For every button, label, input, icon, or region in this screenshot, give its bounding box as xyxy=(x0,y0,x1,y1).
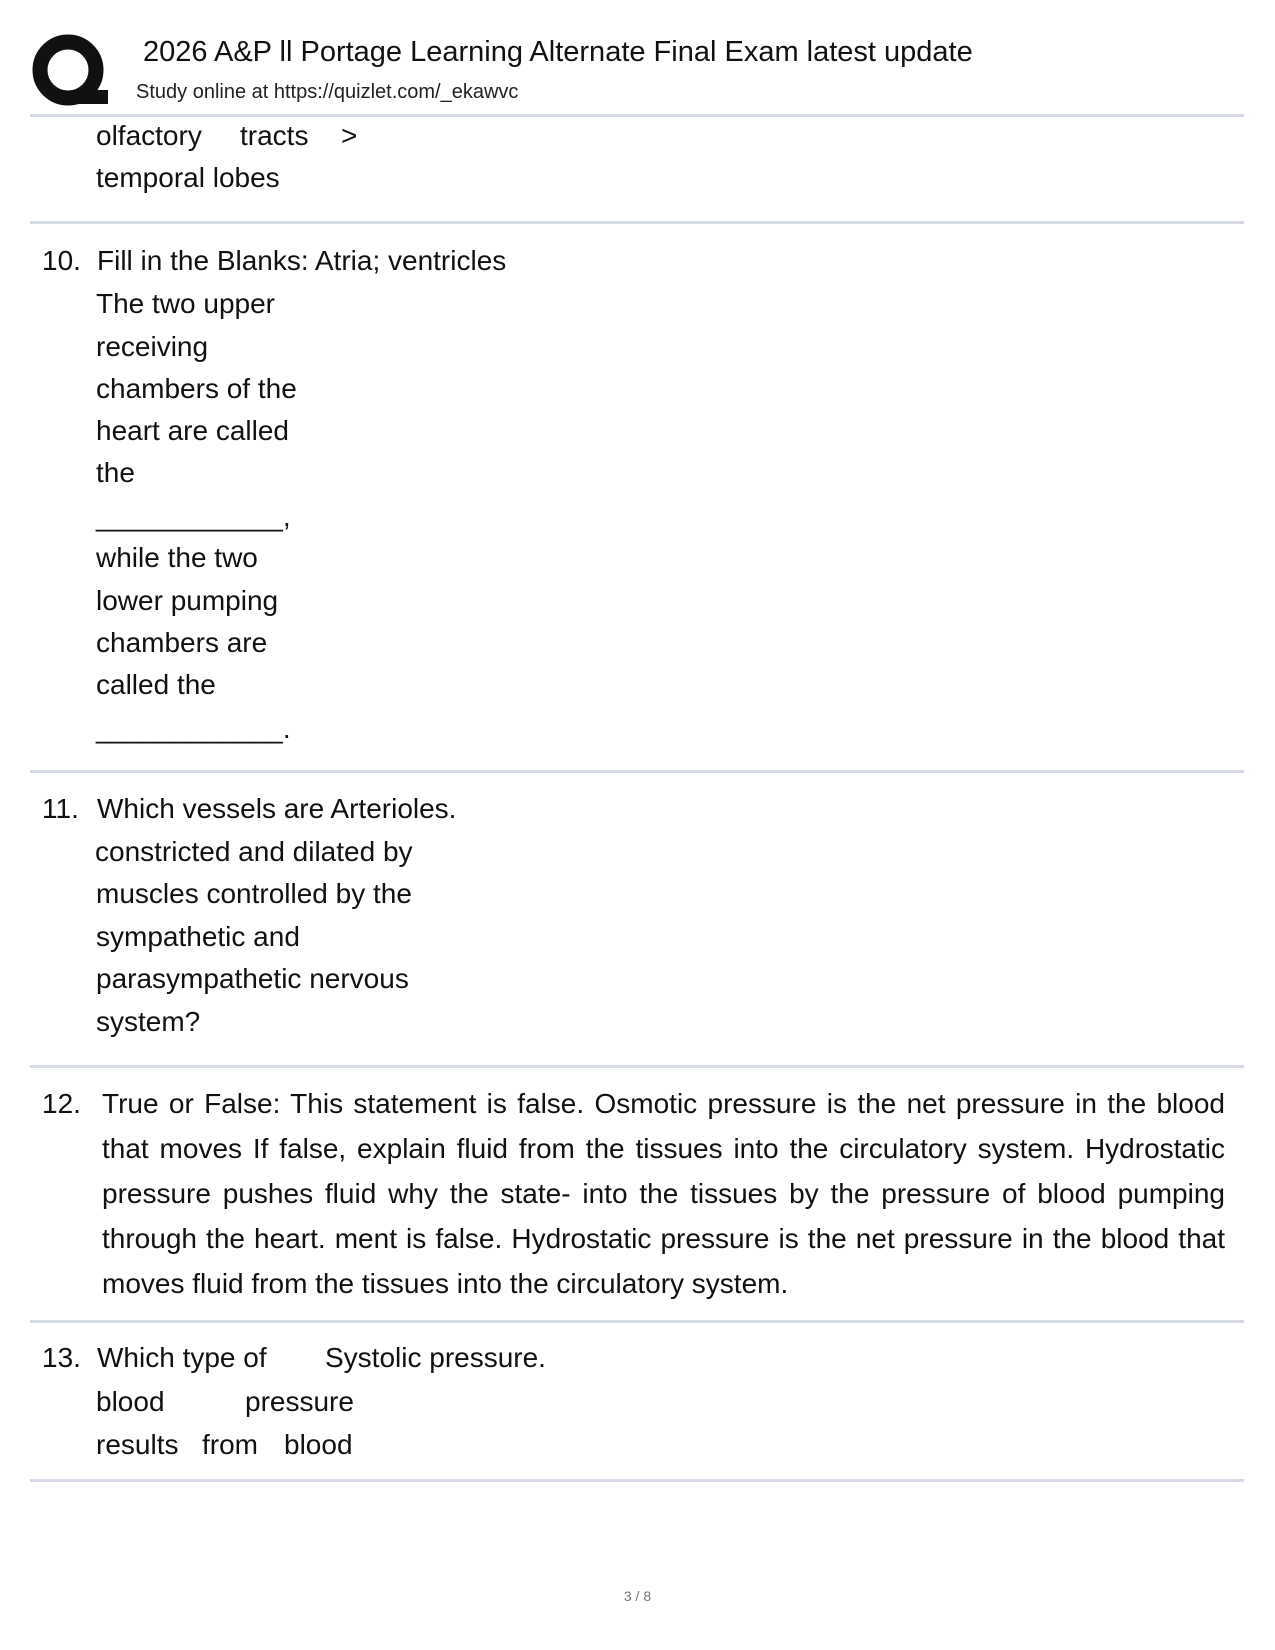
card-text-line: muscles controlled by the xyxy=(96,878,412,909)
answer-word: > xyxy=(341,120,358,151)
card-text-line: while the two xyxy=(96,542,258,573)
card-text-line: constricted and dilated by xyxy=(95,836,413,867)
card-prompt: Which vessels are Arterioles. xyxy=(97,793,457,824)
card-term-word: blood xyxy=(96,1386,165,1417)
card-term-word: pressure xyxy=(245,1386,354,1417)
card-divider xyxy=(30,1065,1244,1068)
card-text-line: sympathetic and xyxy=(96,921,300,952)
card-answer: Systolic pressure. xyxy=(325,1342,546,1373)
card-text-line: system? xyxy=(96,1006,201,1037)
card-divider xyxy=(30,1479,1244,1482)
card-number: 11. xyxy=(42,793,79,824)
card-text-line: The two upper xyxy=(96,288,275,319)
card-text-line: heart are called xyxy=(96,415,290,446)
card-prompt: Fill in the Blanks: Atria; ventricles xyxy=(97,245,507,276)
card-text-line: the xyxy=(96,457,135,488)
card-term-word: from xyxy=(202,1429,258,1460)
card-term-word: blood xyxy=(284,1429,353,1460)
card-text-line: parasympathetic nervous xyxy=(96,963,409,994)
quizlet-logo-icon xyxy=(30,32,110,112)
card-divider xyxy=(30,1320,1244,1323)
card-number: 12. xyxy=(42,1088,81,1119)
card-number: 10. xyxy=(42,245,81,276)
card-text-line: lower pumping xyxy=(96,585,279,616)
card-text-line: called the xyxy=(96,669,216,700)
card-text-line: chambers are xyxy=(96,627,268,658)
card-number: 13. xyxy=(42,1342,81,1373)
header-divider xyxy=(30,114,1244,117)
document-title: 2026 A&P ll Portage Learning Alternate Final Exam latest update xyxy=(143,36,973,68)
answer-line: temporal lobes xyxy=(96,162,280,193)
answer-word: olfactory xyxy=(96,120,202,151)
blank-line: ____________, xyxy=(96,501,291,532)
card-text: True or False: This statement is false. Osmotic pressure is the net pressure in the blood that moves If false, explain fluid from the tissues into the circulatory system. Hydrostatic pressure pushes fluid why the state- into the tissues by the pressure of blood pumping through the heart. ment is false. Hydrostatic pressure is the net pressure in the blood that moves fluid from the tissues into the circulatory system. xyxy=(102,1088,1225,1299)
study-online-link[interactable]: Study online at https://quizlet.com/_ekawvc xyxy=(136,81,519,103)
card-text-line: chambers of the xyxy=(96,373,297,404)
card-text-line: receiving xyxy=(96,331,209,362)
card-term-word: results xyxy=(96,1429,179,1460)
page-number: 3 / 8 xyxy=(623,1588,652,1604)
card-divider xyxy=(30,221,1244,224)
answer-word: tracts xyxy=(240,120,309,151)
card-term-line: Which type of xyxy=(97,1342,267,1373)
blank-line: ____________. xyxy=(96,713,291,744)
card-divider xyxy=(30,770,1244,773)
